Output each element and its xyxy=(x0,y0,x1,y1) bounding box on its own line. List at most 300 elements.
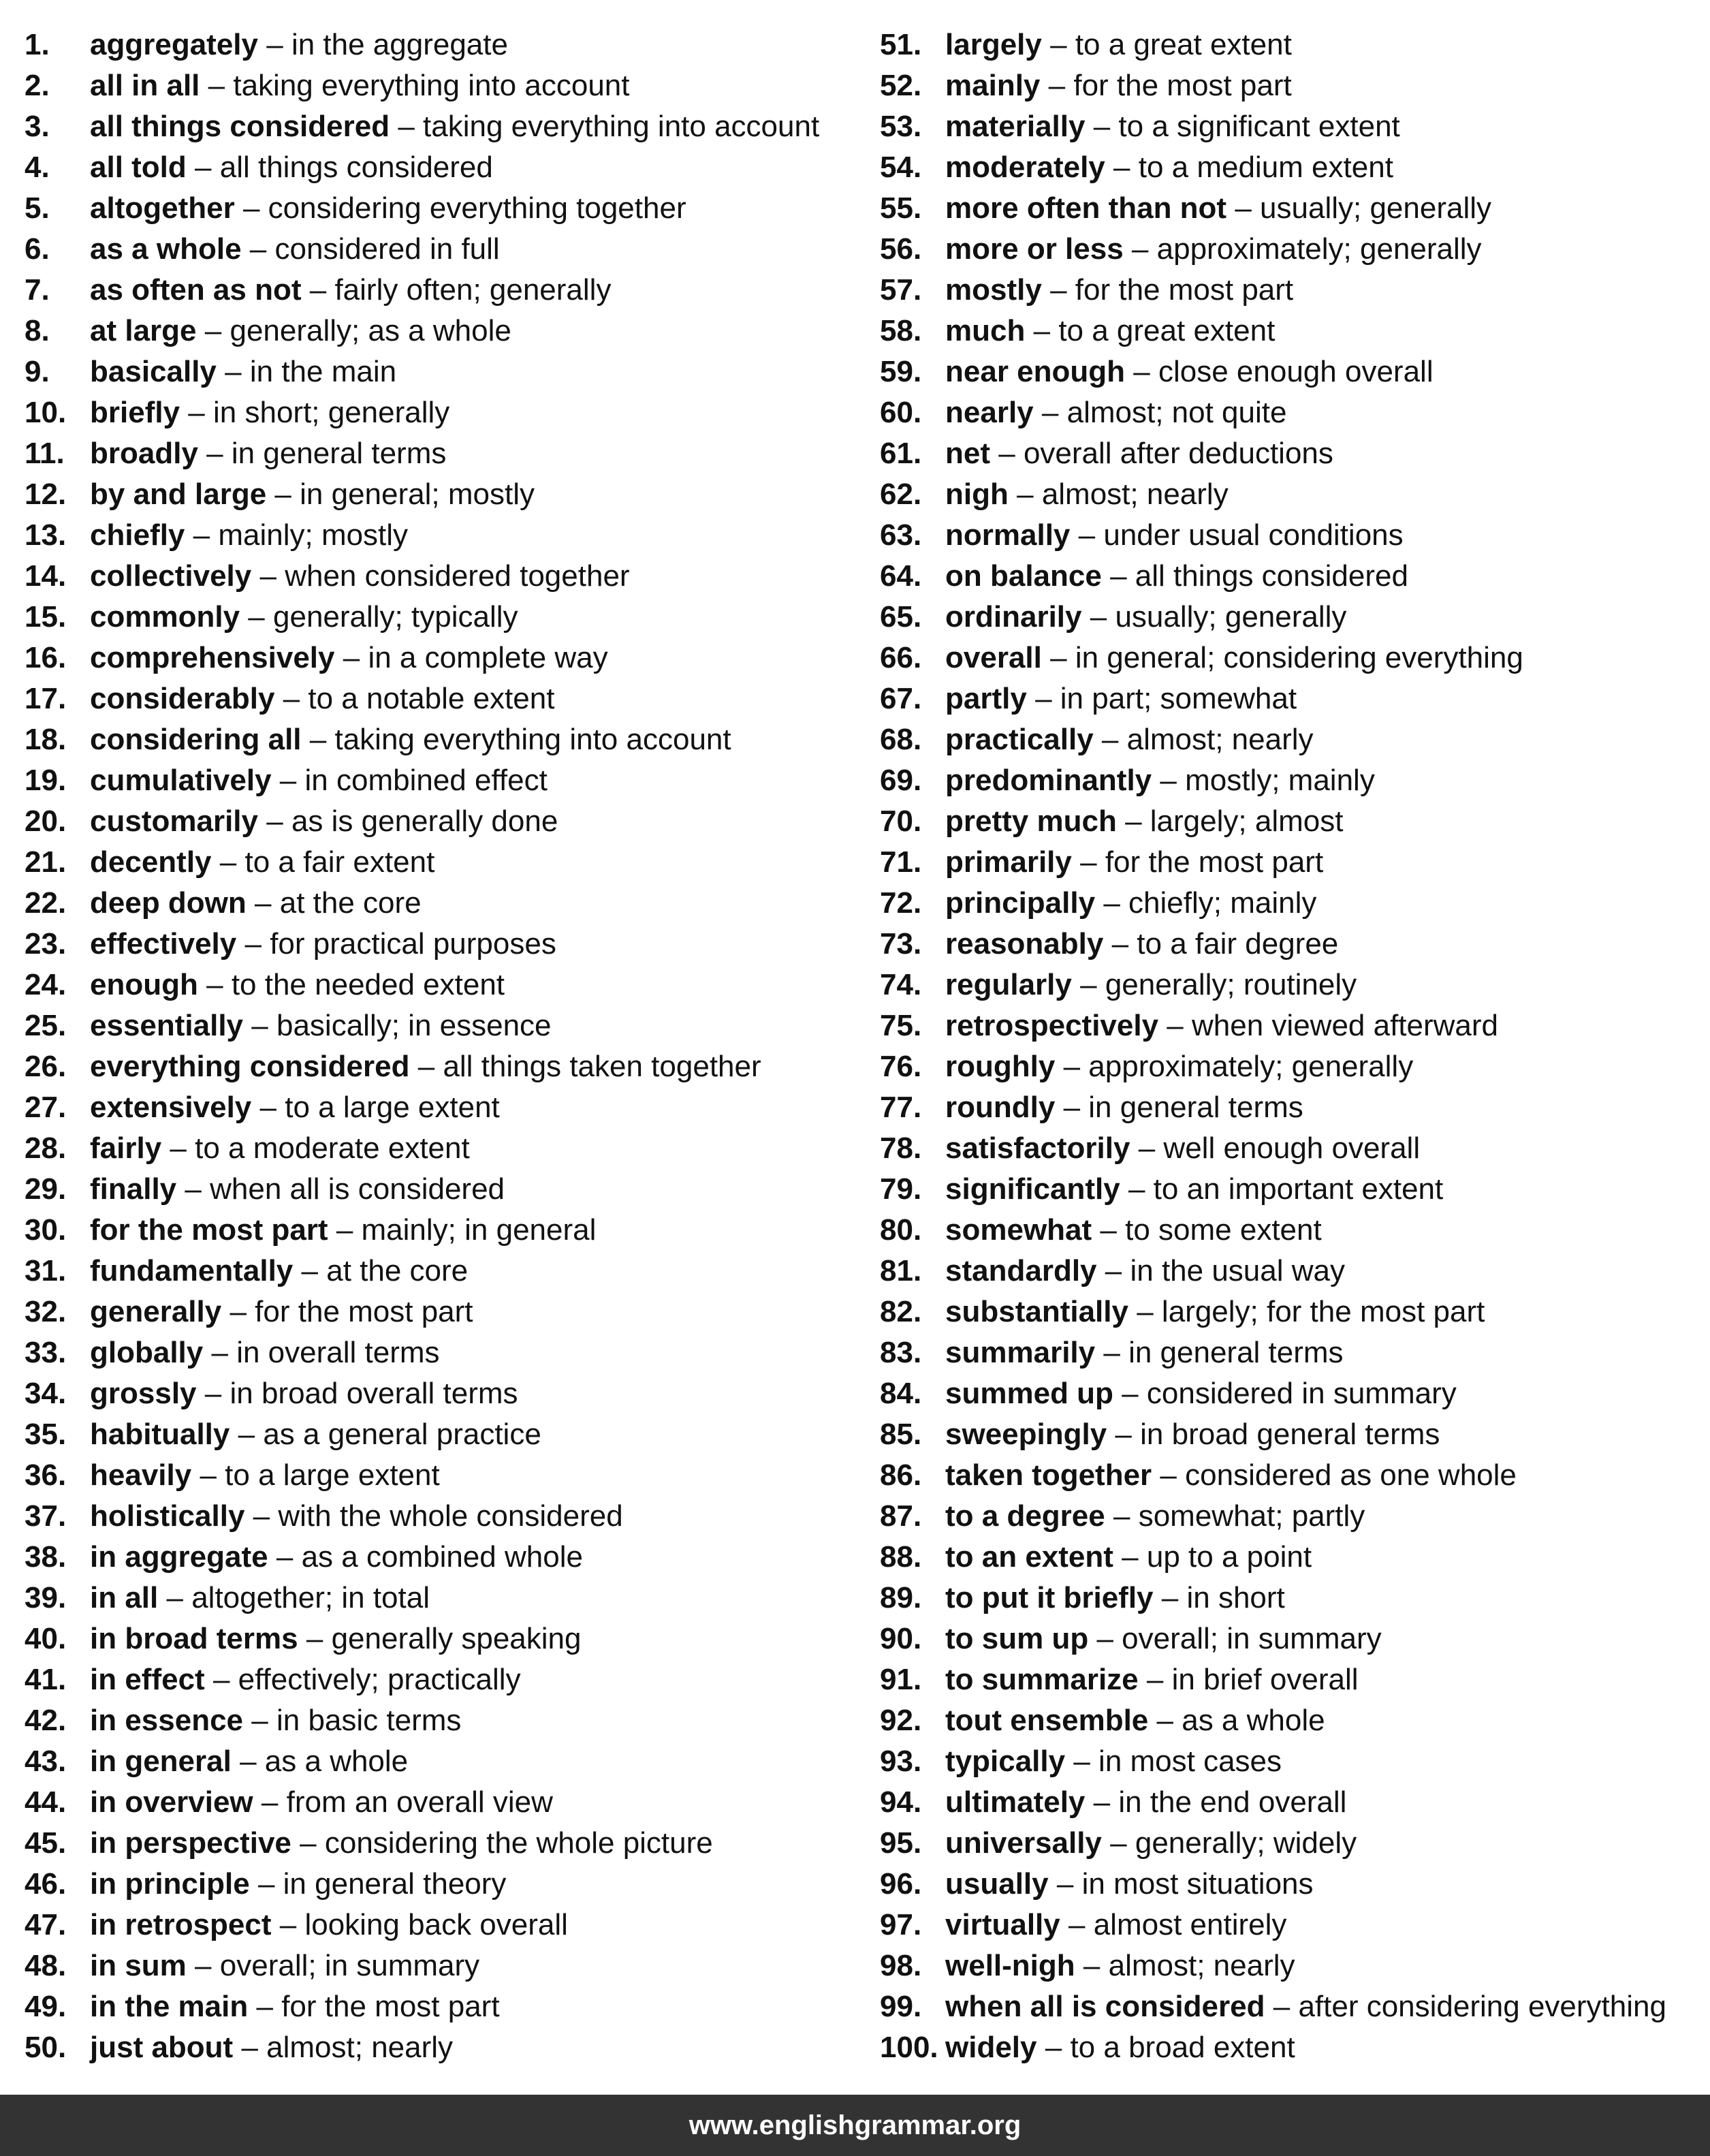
item-separator: – xyxy=(1045,2031,1062,2064)
item-number: 98. xyxy=(880,1949,922,1982)
list-item xyxy=(25,1373,862,1414)
item-number: 48. xyxy=(25,1949,67,1982)
item-definition: considered as one whole xyxy=(1185,1458,1517,1492)
item-term: to put it briefly xyxy=(945,1581,1154,1614)
item-separator: – xyxy=(1041,396,1059,429)
item-definition: when all is considered xyxy=(210,1172,505,1206)
list-item xyxy=(25,106,862,147)
item-separator: – xyxy=(1273,1990,1291,2023)
item-definition: to a notable extent xyxy=(308,682,555,715)
item-number: 77. xyxy=(880,1091,922,1124)
item-term: fundamentally xyxy=(90,1254,294,1287)
list-item xyxy=(880,392,1710,433)
item-term: in perspective xyxy=(90,1826,291,1860)
item-number: 88. xyxy=(880,1540,922,1574)
item-separator: – xyxy=(249,232,267,266)
item-definition: overall; in summary xyxy=(219,1949,480,1982)
item-term: for the most part xyxy=(90,1213,328,1247)
item-term: by and large xyxy=(90,478,267,511)
item-number: 73. xyxy=(880,927,922,960)
item-definition: under usual conditions xyxy=(1103,518,1404,552)
item-definition: considered in full xyxy=(274,232,500,266)
item-term: extensively xyxy=(90,1091,252,1124)
item-definition: when viewed afterward xyxy=(1192,1009,1499,1042)
item-term: in retrospect xyxy=(90,1908,272,1941)
item-number: 67. xyxy=(880,682,922,715)
item-term: largely xyxy=(945,28,1042,61)
item-separator: – xyxy=(1146,1663,1164,1696)
item-number: 3. xyxy=(25,110,50,143)
list-item xyxy=(25,638,862,678)
list-item xyxy=(25,147,862,188)
item-separator: – xyxy=(1063,1050,1081,1083)
item-number: 69. xyxy=(880,764,922,797)
item-definition: somewhat; partly xyxy=(1138,1499,1365,1533)
item-separator: – xyxy=(276,1540,294,1574)
item-definition: considering the whole picture xyxy=(324,1826,713,1860)
list-item xyxy=(25,1782,862,1823)
list-item xyxy=(25,678,862,719)
list-item xyxy=(25,1087,862,1128)
item-separator: – xyxy=(1131,232,1149,266)
item-number: 14. xyxy=(25,559,67,593)
item-term: finally xyxy=(90,1172,177,1206)
item-number: 22. xyxy=(25,886,67,920)
list-item xyxy=(25,1537,862,1578)
list-item xyxy=(880,1373,1710,1414)
item-number: 11. xyxy=(25,437,65,470)
item-term: everything considered xyxy=(90,1050,410,1083)
item-separator: – xyxy=(266,28,283,61)
list-item xyxy=(880,719,1710,760)
item-term: in broad terms xyxy=(90,1622,298,1655)
list-item xyxy=(25,1946,862,1986)
item-number: 35. xyxy=(25,1418,67,1451)
item-separator: – xyxy=(1093,110,1111,143)
item-term: in the main xyxy=(90,1990,249,2023)
item-number: 58. xyxy=(880,314,922,347)
item-number: 52. xyxy=(880,69,922,102)
list-item xyxy=(25,270,862,311)
item-number: 36. xyxy=(25,1458,67,1492)
item-number: 2. xyxy=(25,69,50,102)
list-item xyxy=(880,883,1710,924)
item-definition: to the needed extent xyxy=(231,968,505,1001)
list-item xyxy=(25,229,862,270)
item-separator: – xyxy=(211,1336,228,1369)
list-item xyxy=(25,1741,862,1782)
item-separator: – xyxy=(1111,927,1129,960)
item-number: 1. xyxy=(25,28,50,61)
item-term: to a degree xyxy=(945,1499,1105,1533)
list-item xyxy=(25,25,862,65)
item-number: 86. xyxy=(880,1458,922,1492)
list-item xyxy=(880,1046,1710,1087)
item-definition: almost; nearly xyxy=(1126,723,1314,756)
list-item xyxy=(880,678,1710,719)
item-term: mainly xyxy=(945,69,1041,102)
item-separator: – xyxy=(1078,518,1096,552)
item-definition: after considering everything xyxy=(1298,1990,1666,2023)
item-term: regularly xyxy=(945,968,1072,1001)
item-definition: in the usual way xyxy=(1130,1254,1345,1287)
item-separator: – xyxy=(336,1213,353,1247)
item-definition: generally; typically xyxy=(273,600,518,634)
list-item xyxy=(25,2027,862,2068)
item-term: mostly xyxy=(945,273,1042,307)
item-separator: – xyxy=(398,110,415,143)
list-item xyxy=(880,1782,1710,1823)
list-item xyxy=(25,842,862,883)
item-number: 81. xyxy=(880,1254,922,1287)
item-term: on balance xyxy=(945,559,1102,593)
item-definition: with the whole considered xyxy=(278,1499,623,1533)
item-definition: in most situations xyxy=(1081,1867,1314,1901)
item-definition: for the most part xyxy=(281,1990,500,2023)
item-number: 89. xyxy=(880,1581,922,1614)
item-definition: in a complete way xyxy=(368,641,608,674)
item-separator: – xyxy=(1235,191,1252,225)
list-item xyxy=(25,1864,862,1905)
list-item xyxy=(880,842,1710,883)
item-separator: – xyxy=(259,1091,276,1124)
item-number: 29. xyxy=(25,1172,67,1206)
item-number: 99. xyxy=(880,1990,922,2023)
item-term: in effect xyxy=(90,1663,205,1696)
item-term: more or less xyxy=(945,232,1124,266)
item-definition: close enough overall xyxy=(1158,355,1434,388)
item-separator: – xyxy=(1050,273,1067,307)
item-separator: – xyxy=(1073,1745,1090,1778)
item-separator: – xyxy=(1101,723,1119,756)
item-number: 76. xyxy=(880,1050,922,1083)
item-definition: as a whole xyxy=(264,1745,409,1778)
item-number: 24. xyxy=(25,968,67,1001)
item-term: customarily xyxy=(90,804,258,838)
item-term: satisfactorily xyxy=(945,1131,1130,1165)
item-separator: – xyxy=(1035,682,1052,715)
item-separator: – xyxy=(1050,28,1067,61)
item-number: 42. xyxy=(25,1704,67,1737)
item-number: 4. xyxy=(25,151,50,184)
item-term: materially xyxy=(945,110,1086,143)
list-item xyxy=(880,2027,1710,2068)
item-definition: generally; widely xyxy=(1135,1826,1357,1860)
item-separator: – xyxy=(1080,968,1097,1001)
list-item xyxy=(25,1496,862,1537)
item-number: 53. xyxy=(880,110,922,143)
item-number: 37. xyxy=(25,1499,67,1533)
item-number: 31. xyxy=(25,1254,67,1287)
list-item xyxy=(880,1578,1710,1619)
item-separator: – xyxy=(1080,845,1097,879)
item-number: 85. xyxy=(880,1418,922,1451)
item-definition: as a general practice xyxy=(263,1418,541,1451)
item-number: 70. xyxy=(880,804,922,838)
item-definition: taking everything into account xyxy=(334,723,731,756)
list-item xyxy=(25,760,862,801)
list-item xyxy=(880,638,1710,678)
item-term: briefly xyxy=(90,396,180,429)
item-number: 72. xyxy=(880,886,922,920)
list-item xyxy=(880,1905,1710,1946)
item-term: all in all xyxy=(90,69,200,102)
item-term: reasonably xyxy=(945,927,1104,960)
item-separator: – xyxy=(229,1295,247,1328)
list-item xyxy=(880,1332,1710,1373)
item-separator: – xyxy=(1050,641,1067,674)
item-definition: at the core xyxy=(279,886,422,920)
item-number: 41. xyxy=(25,1663,67,1696)
item-definition: in the aggregate xyxy=(291,28,508,61)
list-item xyxy=(25,188,862,229)
item-definition: in brief overall xyxy=(1171,1663,1359,1696)
list-item xyxy=(25,556,862,597)
item-definition: usually; generally xyxy=(1115,600,1347,634)
item-separator: – xyxy=(242,191,260,225)
item-number: 95. xyxy=(880,1826,922,1860)
item-separator: – xyxy=(279,1908,297,1941)
item-term: universally xyxy=(945,1826,1102,1860)
item-definition: in general terms xyxy=(1128,1336,1344,1369)
item-number: 23. xyxy=(25,927,67,960)
item-number: 43. xyxy=(25,1745,67,1778)
item-definition: from an overall view xyxy=(286,1785,553,1819)
list-item xyxy=(25,719,862,760)
item-term: overall xyxy=(945,641,1042,674)
list-item xyxy=(25,1986,862,2027)
item-term: widely xyxy=(945,2031,1037,2064)
item-term: well-nigh xyxy=(945,1949,1075,1982)
item-term: generally xyxy=(90,1295,222,1328)
item-number: 5. xyxy=(25,191,50,225)
item-separator: – xyxy=(1133,355,1150,388)
word-list-left-column xyxy=(25,25,862,2068)
item-number: 21. xyxy=(25,845,67,879)
item-number: 20. xyxy=(25,804,67,838)
item-number: 59. xyxy=(880,355,922,388)
item-separator: – xyxy=(1160,1458,1177,1492)
item-term: collectively xyxy=(90,559,252,593)
list-item xyxy=(880,433,1710,474)
item-term: roughly xyxy=(945,1050,1056,1083)
list-item xyxy=(880,965,1710,1005)
item-number: 46. xyxy=(25,1867,67,1901)
item-term: effectively xyxy=(90,927,237,960)
item-definition: in part; somewhat xyxy=(1060,682,1297,715)
item-separator: – xyxy=(1122,1377,1139,1410)
item-definition: almost; not quite xyxy=(1066,396,1287,429)
list-item xyxy=(25,1005,862,1046)
item-number: 18. xyxy=(25,723,67,756)
item-definition: overall after deductions xyxy=(1023,437,1333,470)
item-definition: fairly often; generally xyxy=(334,273,612,307)
item-separator: – xyxy=(204,1377,222,1410)
item-definition: to some extent xyxy=(1125,1213,1322,1247)
item-number: 7. xyxy=(25,273,50,307)
item-definition: considered in summary xyxy=(1146,1377,1457,1410)
item-number: 94. xyxy=(880,1785,922,1819)
item-definition: taking everything into account xyxy=(233,69,630,102)
item-number: 15. xyxy=(25,600,67,634)
item-definition: largely; almost xyxy=(1150,804,1344,838)
item-number: 65. xyxy=(880,600,922,634)
list-item xyxy=(25,1414,862,1455)
item-separator: – xyxy=(1063,1091,1081,1124)
item-separator: – xyxy=(1048,69,1066,102)
item-separator: – xyxy=(1167,1009,1184,1042)
item-number: 74. xyxy=(880,968,922,1001)
item-definition: in the main xyxy=(249,355,397,388)
item-number: 78. xyxy=(880,1131,922,1165)
item-number: 75. xyxy=(880,1009,922,1042)
item-number: 97. xyxy=(880,1908,922,1941)
item-term: all told xyxy=(90,151,187,184)
list-item xyxy=(25,1700,862,1741)
item-definition: almost; nearly xyxy=(1108,1949,1295,1982)
item-definition: to a medium extent xyxy=(1138,151,1393,184)
item-number: 44. xyxy=(25,1785,67,1819)
item-number: 56. xyxy=(880,232,922,266)
list-item xyxy=(25,801,862,842)
list-item xyxy=(25,1619,862,1659)
list-item xyxy=(880,556,1710,597)
item-definition: when considered together xyxy=(285,559,630,593)
item-definition: looking back overall xyxy=(304,1908,568,1941)
item-definition: to a great extent xyxy=(1058,314,1276,347)
list-item xyxy=(25,351,862,392)
item-number: 87. xyxy=(880,1499,922,1533)
item-separator: – xyxy=(1113,1499,1130,1533)
item-term: in essence xyxy=(90,1704,244,1737)
list-item xyxy=(880,1741,1710,1782)
item-number: 61. xyxy=(880,437,922,470)
item-definition: for the most part xyxy=(1075,273,1294,307)
item-number: 55. xyxy=(880,191,922,225)
item-separator: – xyxy=(1138,1131,1156,1165)
word-list-right-column xyxy=(880,25,1710,2068)
item-number: 66. xyxy=(880,641,922,674)
item-term: in all xyxy=(90,1581,159,1614)
item-definition: chiefly; mainly xyxy=(1128,886,1317,920)
list-item xyxy=(25,65,862,106)
item-number: 64. xyxy=(880,559,922,593)
item-definition: to a large extent xyxy=(225,1458,440,1492)
item-number: 10. xyxy=(25,396,67,429)
list-item xyxy=(880,597,1710,638)
item-definition: in most cases xyxy=(1098,1745,1282,1778)
item-number: 26. xyxy=(25,1050,67,1083)
item-definition: well enough overall xyxy=(1163,1131,1421,1165)
item-term: habitually xyxy=(90,1418,230,1451)
item-number: 32. xyxy=(25,1295,67,1328)
item-separator: – xyxy=(259,559,276,593)
item-term: somewhat xyxy=(945,1213,1092,1247)
item-separator: – xyxy=(251,1704,268,1737)
item-separator: – xyxy=(212,1663,230,1696)
item-term: as often as not xyxy=(90,273,302,307)
item-definition: in short xyxy=(1186,1581,1285,1614)
item-definition: in broad overall terms xyxy=(229,1377,518,1410)
item-separator: – xyxy=(248,600,265,634)
list-item xyxy=(25,1292,862,1332)
item-separator: – xyxy=(1128,1172,1145,1206)
item-term: virtually xyxy=(945,1908,1060,1941)
item-term: considerably xyxy=(90,682,275,715)
item-separator: – xyxy=(241,2031,258,2064)
item-term: usually xyxy=(945,1867,1049,1901)
item-term: cumulatively xyxy=(90,764,272,797)
item-number: 27. xyxy=(25,1091,67,1124)
list-item xyxy=(880,1292,1710,1332)
item-separator: – xyxy=(195,151,212,184)
list-item xyxy=(880,1455,1710,1496)
item-number: 54. xyxy=(880,151,922,184)
item-separator: – xyxy=(255,886,272,920)
item-separator: – xyxy=(1068,1908,1086,1941)
item-term: commonly xyxy=(90,600,240,634)
list-item xyxy=(880,270,1710,311)
item-number: 60. xyxy=(880,396,922,429)
item-separator: – xyxy=(1105,1254,1122,1287)
item-definition: largely; for the most part xyxy=(1161,1295,1485,1328)
list-item xyxy=(880,25,1710,65)
item-term: all things considered xyxy=(90,110,390,143)
list-item xyxy=(25,597,862,638)
item-separator: – xyxy=(225,355,242,388)
item-number: 83. xyxy=(880,1336,922,1369)
list-item xyxy=(880,801,1710,842)
item-definition: approximately; generally xyxy=(1156,232,1482,266)
item-separator: – xyxy=(253,1499,270,1533)
item-number: 51. xyxy=(880,28,922,61)
item-definition: in general; considering everything xyxy=(1075,641,1523,674)
item-term: near enough xyxy=(945,355,1126,388)
item-term: ultimately xyxy=(945,1785,1086,1819)
item-number: 12. xyxy=(25,478,67,511)
item-separator: – xyxy=(309,273,327,307)
item-term: in aggregate xyxy=(90,1540,268,1574)
item-term: in sum xyxy=(90,1949,187,1982)
list-item xyxy=(25,1455,862,1496)
item-definition: at the core xyxy=(326,1254,469,1287)
item-number: 28. xyxy=(25,1131,67,1165)
item-definition: to a moderate extent xyxy=(195,1131,470,1165)
list-item xyxy=(25,474,862,515)
item-separator: – xyxy=(257,1867,275,1901)
item-term: in principle xyxy=(90,1867,250,1901)
item-separator: – xyxy=(200,1458,217,1492)
footer-website-link[interactable]: www.englishgrammar.org xyxy=(688,2110,1022,2140)
item-separator: – xyxy=(185,1172,202,1206)
item-separator: – xyxy=(1017,478,1034,511)
item-definition: all things considered xyxy=(219,151,493,184)
item-definition: altogether; in total xyxy=(191,1581,430,1614)
item-number: 57. xyxy=(880,273,922,307)
item-term: net xyxy=(945,437,990,470)
item-separator: – xyxy=(306,1622,323,1655)
item-definition: as a whole xyxy=(1182,1704,1325,1737)
list-item xyxy=(25,1659,862,1700)
list-item xyxy=(25,1332,862,1373)
item-term: essentially xyxy=(90,1009,244,1042)
item-term: summarily xyxy=(945,1336,1096,1369)
item-separator: – xyxy=(1125,804,1142,838)
list-item xyxy=(25,311,862,351)
item-definition: to a significant extent xyxy=(1118,110,1400,143)
item-definition: all things taken together xyxy=(443,1050,761,1083)
list-item xyxy=(880,1537,1710,1578)
